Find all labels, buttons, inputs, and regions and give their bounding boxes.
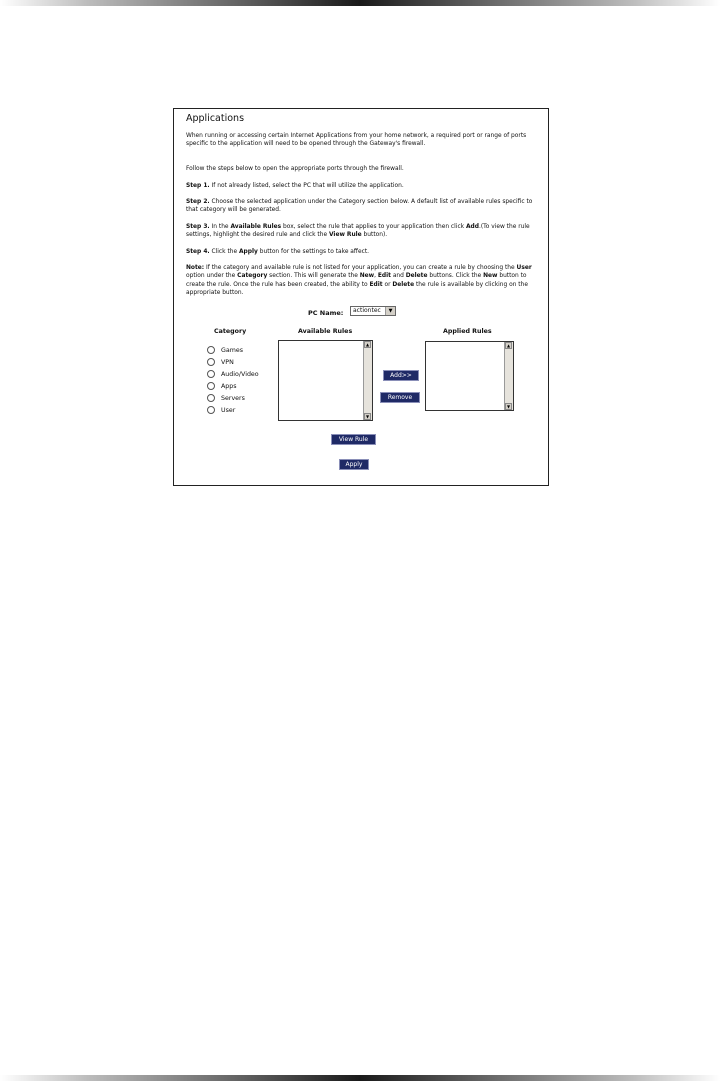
scroll-down-icon[interactable]: ▼: [506, 404, 511, 409]
category-option-user[interactable]: User: [207, 405, 235, 415]
radio-button[interactable]: [207, 406, 215, 414]
applications-panel: [173, 108, 549, 486]
view-rule-button[interactable]: View Rule: [331, 434, 376, 445]
category-option-apps[interactable]: Apps: [207, 381, 237, 391]
radio-button[interactable]: [207, 358, 215, 366]
step4-text: Step 4. Click the Apply button for the settings to take affect.: [186, 249, 370, 255]
category-option-games[interactable]: Games: [207, 345, 243, 355]
remove-rule-button[interactable]: Remove: [380, 392, 420, 403]
available-rules-list[interactable]: [278, 340, 373, 421]
note-text: Note: If the category and available rule is not listed for your application, you can create a rule by choosing the User option under the Category section. This will generate the New, Edit and Delete buttons. Click the New button to create the rule. Once the rule has been created, the ability to Edit or Delete the rule is available by clicking on the appropriate button.: [186, 265, 532, 297]
radio-button[interactable]: [207, 382, 215, 390]
applied-rules-scrollbar[interactable]: [504, 342, 513, 410]
step3-text: Step 3. In the Available Rules box, select the rule that applies to your application then click Add.(To view the rule settings, highlight the desired rule and click the View Rule button).: [186, 224, 530, 239]
scroll-up-icon[interactable]: ▲: [506, 343, 511, 348]
follow-text: Follow the steps below to open the appropriate ports through the firewall.: [186, 166, 404, 172]
add-rule-button[interactable]: Add>>: [383, 370, 419, 381]
pc-name-value: actiontec: [353, 307, 381, 314]
available-rules-header: Available Rules: [298, 328, 353, 335]
step2-text: Step 2. Choose the selected application under the Category section below. A default list of available rules specific to that category will be generated.: [186, 199, 533, 214]
scroll-down-icon[interactable]: ▼: [365, 414, 370, 419]
intro-text: When running or accessing certain Internet Applications from your home network, a required port or range of ports specific to the application will need to be opened through the Gateway's firewall.: [186, 133, 527, 148]
radio-button[interactable]: [207, 370, 215, 378]
applied-rules-header: Applied Rules: [443, 328, 492, 335]
page-title: Applications: [186, 113, 245, 124]
applied-rules-list[interactable]: [425, 341, 514, 411]
page-top-rule: [0, 0, 720, 6]
radio-button[interactable]: [207, 394, 215, 402]
category-header: Category: [214, 328, 247, 335]
category-option-audio-video[interactable]: Audio/Video: [207, 369, 259, 379]
step1-text: Step 1. If not already listed, select the PC that will utilize the application.: [186, 183, 404, 189]
page-bottom-rule: [0, 1075, 720, 1081]
chevron-down-icon[interactable]: ▼: [385, 307, 395, 315]
pc-name-select[interactable]: [350, 306, 396, 316]
available-rules-scrollbar[interactable]: [363, 341, 372, 420]
category-option-servers[interactable]: Servers: [207, 393, 245, 403]
scroll-up-icon[interactable]: ▲: [365, 342, 370, 347]
pc-name-label: PC Name:: [308, 309, 344, 317]
category-option-vpn[interactable]: VPN: [207, 357, 234, 367]
apply-button[interactable]: Apply: [339, 459, 369, 470]
radio-button[interactable]: [207, 346, 215, 354]
